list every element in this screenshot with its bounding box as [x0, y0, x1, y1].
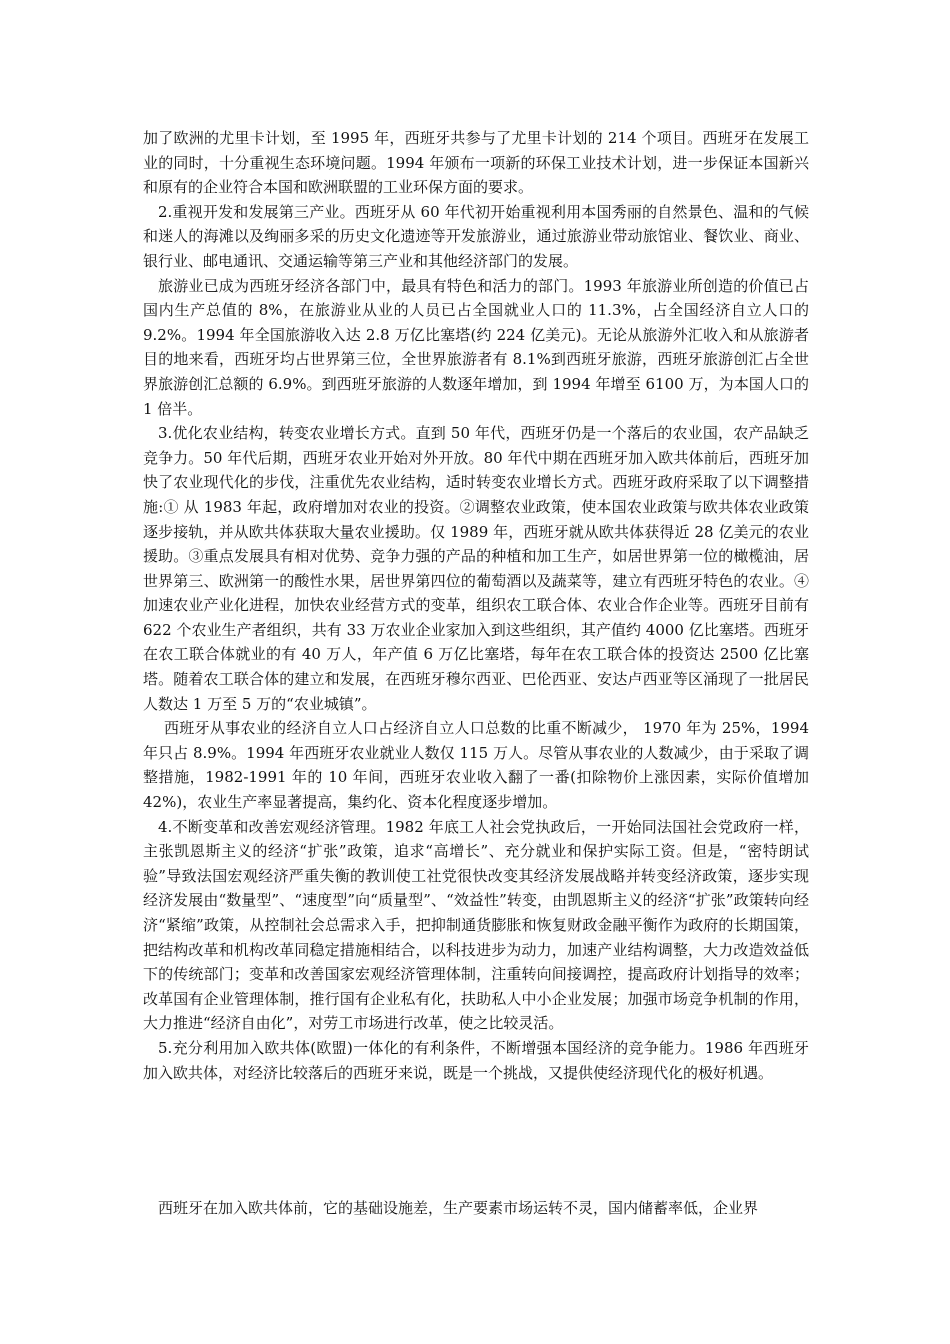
- paragraph-eureka-continuation: 加了欧洲的尤里卡计划，至 1995 年，西班牙共参与了尤里卡计划的 214 个项目。西班牙在发展工业的同时，十分重视生态环境问题。1994 年颁布一项新的环保工业技术计划，进一步保证本国新兴和原有的企业符合本国和欧洲联盟的工业环保方面的要求。: [143, 129, 809, 197]
- paragraph-tourism: 旅游业已成为西班牙经济各部门中，最具有特色和活力的部门。1993 年旅游业所创造的价值已占国内生产总值的 8%，在旅游业从业的人员已占全国就业人口的 11.3%，占全国经济自立人口的 9.2%。1994 年全国旅游收入达 2.8 万亿比塞塔(约 224 亿美元)。无论从旅游外汇收入和从旅游者目的地来看，西班牙均占世界第三位，全世界旅游者有 8.1%到西班牙旅游，西班牙旅游创汇占全世界旅游创汇总额的 6.9%。到西班牙旅游的人数逐年增加，到 1994 年增至 6100 万，为本国人口的 1 倍半。: [143, 276, 809, 418]
- paragraph-tertiary-industry: 2.重视开发和发展第三产业。西班牙从 60 年代初开始重视利用本国秀丽的自然景色、温和的气候和迷人的海滩以及绚丽多采的历史文化遗迹等开发旅游业，通过旅游业带动旅馆业、餐饮业、商业、银行业、邮电通讯、交通运输等第三产业和其他经济部门的发展。: [143, 202, 809, 270]
- paragraph-macroeconomic-management: 4.不断变革和改善宏观经济管理。1982 年底工人社会党执政后，一开始同法国社会党政府一样，主张凯恩斯主义的经济“扩张”政策，追求“高增长”、充分就业和保护实际工资。但是，“密特朗试验”导致法国宏观经济严重失衡的教训使工社党很快改变其经济发展战略并转变经济政策，逐步实现经济发展由“数量型”、“速度型”向“质量型”、“效益性”转变，由凯恩斯主义的经济“扩张”政策转向经济“紧缩”政策，从控制社会总需求入手，把抑制通货膨胀和恢复财政金融平衡作为政府的长期国策，把结构改革和机构改革同稳定措施相结合，以科技进步为动力，加速产业结构调整，大力改造效益低下的传统部门；变革和改善国家宏观经济管理体制，注重转向间接调控，提高政府计划指导的效率；改革国有企业管理体制，推行国有企业私有化，扶助私人中小企业发展；加强市场竞争机制的作用，大力推进“经济自由化”，对劳工市场进行改革，使之比较灵活。: [143, 817, 809, 1033]
- paragraph-agriculture-structure: 3.优化农业结构，转变农业增长方式。直到 50 年代，西班牙仍是一个落后的农业国，农产品缺乏竞争力。50 年代后期，西班牙农业开始对外开放。80 年代中期在西班牙加入欧共体前后，西班牙加快了农业现代化的步伐，注重优先农业结构，适时转变农业增长方式。西班牙政府采取了以下调整措施:① 从 1983 年起，政府增加对农业的投资。②调整农业政策，使本国农业政策与欧共体农业政策逐步接轨，并从欧共体获取大量农业援助。仅 1989 年，西班牙就从欧共体获得近 28 亿美元的农业援助。③重点发展具有相对优势、竞争力强的产品的种植和加工生产，如居世界第一位的橄榄油，居世界第三、欧洲第一的酸性水果，居世界第四位的葡萄酒以及蔬菜等，建立有西班牙特色的农业。④加速农业产业化进程，加快农业经营方式的变革，组织农工联合体、农业合作企业等。西班牙目前有 622 个农业生产者组织，共有 33 万农业企业家加入到这些组织，其产值约 4000 亿比塞塔。西班牙在农工联合体就业的有 40 万人，年产值 6 万亿比塞塔，每年在农工联合体的投资达 2500 亿比塞塔。随着农工联合体的建立和发展，在西班牙穆尔西亚、巴伦西亚、安达卢西亚等区涌现了一批居民人数达 1 万至 5 万的“农业城镇”。: [143, 424, 809, 713]
- document-trailing-text: [143, 1196, 809, 1221]
- paragraph-agriculture-population: 西班牙从事农业的经济自立人口占经济自立人口总数的比重不断减少， 1970 年为 25%，1994 年只占 8.9%。1994 年西班牙农业就业人数仅 115 万人。尽管从事农业的人数减少，由于采取了调整措施，1982-1991 年的 10 年间，西班牙农业收入翻了一番(扣除物价上涨因素，实际价值增加 42%)，农业生产率显著提高，集约化、资本化程度逐步增加。: [143, 719, 809, 812]
- paragraph-eu-integration: 5.充分利用加入欧共体(欧盟)一体化的有利条件，不断增强本国经济的竞争能力。1986 年西班牙加入欧共体，对经济比较落后的西班牙来说，既是一个挑战，又提供使经济现代化的极好机遇。: [143, 1038, 809, 1082]
- document-body: [143, 126, 809, 1085]
- paragraph-before-eu-accession: 西班牙在加入欧共体前，它的基础设施差，生产要素市场运转不灵，国内储蓄率低，企业界: [158, 1199, 759, 1217]
